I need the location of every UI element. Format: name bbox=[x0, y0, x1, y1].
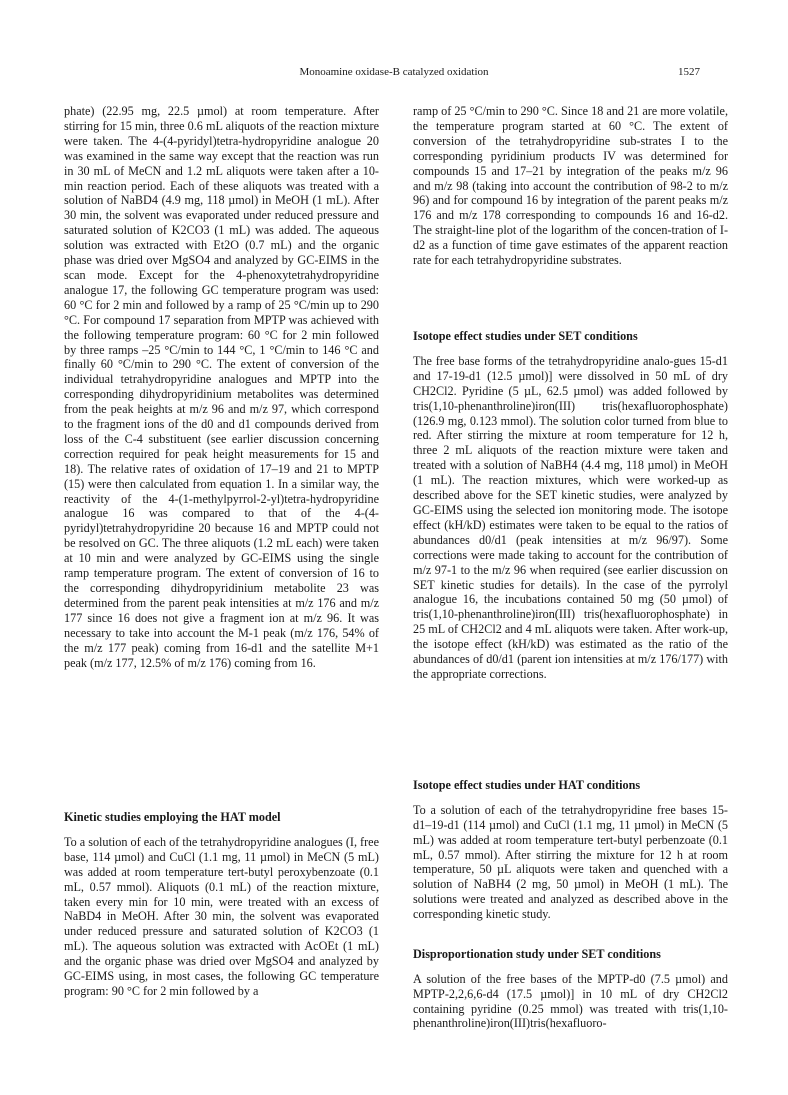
heading-kinetic-hat: Kinetic studies employing the HAT model bbox=[64, 810, 281, 824]
right-paragraph-2: The free base forms of the tetrahydropyridine analo-gues 15-d1 and 17-19-d1 (12.5 µmol)] were dissolved in 50 mL of dry CH2Cl2. Pyridine (5 µL, 62.5 µmol) was added followed by tris(1,10-phenanthroline)iron(III) tris(hexafluorophosphate) (126.9 mg, 0.123 mmol). The solution color turned from blue to red. After stirring the mixture at room temperature for 12 h, three 2 mL aliquots of the reaction mixture were taken and treated with a solution of NaBH4 (4.4 mg, 118 µmol) in MeOH (1 mL). The reaction mixtures, which were worked-up as described above for the SET kinetic studies, were analyzed by GC-EIMS using the selected ion monitoring mode. The isotope effect (kH/kD) estimates were taken to be equal to the ratios of abundances d0/d1 (peak intensities at m/z 96/97). Some corrections were made taking to account for the contribution of m/z 97-1 to the m/z 96 when required (see earlier discussion on SET kinetic studies for details). In the case of the pyrrolyl analogue 16, the incubations contained 50 mg (50 µmol) of tris(1,10-phenanthroline)iron(III) tris(hexafluorophosphate) in 25 mL of CH2Cl2 and 4 mL aliquots were taken. After work-up, the isotope effect (kH/kD) was estimated as the ratio of the abundances of d0/d1 (parent ion intensities at m/z 176/177) with the appropriate corrections. bbox=[413, 353, 728, 681]
running-head bbox=[0, 66, 788, 82]
right-paragraph-1: ramp of 25 °C/min to 290 °C. Since 18 and 21 are more volatile, the temperature program started at 60 °C. The extent of conversion of the tetrahydropyridine sub-strates I to the corresponding pyridinium products IV was determined for compounds 15 and 17–21 by integration of the peaks m/z 96 and m/z 98 (taking into account the contribution of 98-2 to m/z 96) and for compound 16 by integration of the parent peaks m/z 176 and m/z 178 corresponding to compounds 16 and 16-d2. The straight-line plot of the logarithm of the concen-tration of I-d2 as a function of time gave estimates of the apparent reaction rate for each tetrahydropyridine substrates. bbox=[413, 104, 728, 268]
left-paragraph-1: phate) (22.95 mg, 22.5 µmol) at room temperature. After stirring for 15 min, three 0.6 mL aliquots of the reaction mixture were taken. The 4-(4-pyridyl)tetra-hydropyridine analogue 20 was examined in the same way except that the reaction was run in 30 mL of MeCN and 1.2 mL aliquots were taken after a 10-min reaction period. Each of these aliquots was treated with a solution of NaBD4 (4.9 mg, 118 µmol) in MeOH (1 mL). After 30 min, the solvent was evaporated under reduced pressure and saturated solution of K2CO3 (1 mL) was added. The aqueous solution was extracted with Et2O (0.7 mL) and the organic phase was dried over MgSO4 and analyzed by GC-EIMS in the scan mode. Except for the 4-phenoxytetrahydropyridine analogue 17, the following GC temperature program was used: 60 °C for 2 min and followed by a ramp of 25 °C/min up to 290 °C. For compound 17 separation from MPTP was achieved with the following temperature program: 60 °C for 2 min followed by three ramps –25 °C/min to 144 °C, 1 °C/min to 146 °C and finally 60 °C/min to 290 °C. The extent of conversion of the individual tetrahydropyridine analogues and MPTP into the corresponding dihydropyridinium metabolites was determined from the peak heights at m/z 96 and m/z 97, which correspond to the fragment ions of the d0 and d1 compounds derived from loss of the C-4 substituent (see earlier discussion concerning correction required for peak height measurements for 15 and 18). The relative rates of oxidation of 17–19 and 21 to MPTP (15) were then calculated from equation 1. In a similar way, the reactivity of the 4-(1-methylpyrrol-2-yl)tetra-hydropyridine analogue 16 was compared to that of the 4-(4-pyridyl)tetrahydropyridine 20 because 16 and MPTP could not be resolved on GC. The three aliquots (1.2 mL each) were taken at 10 min and were analyzed by GC-EIMS using the single ramp temperature program. The extent of conversion of 16 to the corresponding dihydropyridinium metabolite 23 was determined from the parent peak intensities at m/z 176 and m/z 177 since 16 does not give a fragment ion at m/z 96. It was necessary to take into account the M-1 peak (m/z 176, 54% of the m/z 177 peak) coming from 16-d1 and the satellite M+1 peak (m/z 177, 12.5% of m/z 176) coming from 16. bbox=[64, 104, 379, 670]
running-title: Monoamine oxidase-B catalyzed oxidation bbox=[299, 66, 489, 78]
left-column bbox=[64, 104, 379, 999]
heading-isotope-hat: Isotope effect studies under HAT conditions bbox=[413, 777, 641, 792]
right-paragraph-3: To a solution of each of the tetrahydropyridine free bases 15-d1–19-d1 (114 µmol) and CuCl (1.1 mg, 11 µmol) in MeCN (5 mL) was added at room temperature tert-butyl perbenzoate (0.1 mL, 0.57 mmol). After stirring the mixture for 12 h at room temperature, 50 µL aliquots were taken and quenched with a solution of NaBH4 (2 mg, 50 µmol) in MeOH (1 mL). The solutions were treated and analyzed as described above in the corresponding kinetic study. bbox=[413, 802, 728, 922]
page-number: 1527 bbox=[678, 66, 700, 78]
left-paragraph-2: To a solution of each of the tetrahydropyridine analogues (I, free base, 114 µmol) and CuCl (1.1 mg, 11 µmol) in MeCN (5 mL) was added at room temperature tert-butyl peroxybenzoate (0.1 mL, 0.57 mmol). Aliquots (0.1 mL) of the reaction mixture, taken every min for 10 min, were treated with an excess of NaBD4 in MeOH. After 30 min, the solvent was evaporated under reduced pressure and saturated solution of K2CO3 (1 mL). The aqueous solution was extracted with AcOEt (1 mL) and the organic phase was dried over MgSO4 and analyzed by GC-EIMS using, in most cases, the following GC temperature program: 90 °C for 2 min followed by a bbox=[64, 834, 379, 998]
heading-disproportionation: Disproportionation study under SET conditions bbox=[413, 946, 661, 961]
heading-isotope-set: Isotope effect studies under SET conditions bbox=[413, 329, 638, 343]
right-column bbox=[413, 104, 728, 1031]
right-paragraph-4: A solution of the free bases of the MPTP-d0 (7.5 µmol) and MPTP-2,2,6,6-d4 (17.5 µmol)] in 10 mL of dry CH2Cl2 containing pyridine (0.25 mmol) was treated with tris(1,10-phenanthroline)iron(III)tris(hexafluoro- bbox=[413, 971, 728, 1031]
